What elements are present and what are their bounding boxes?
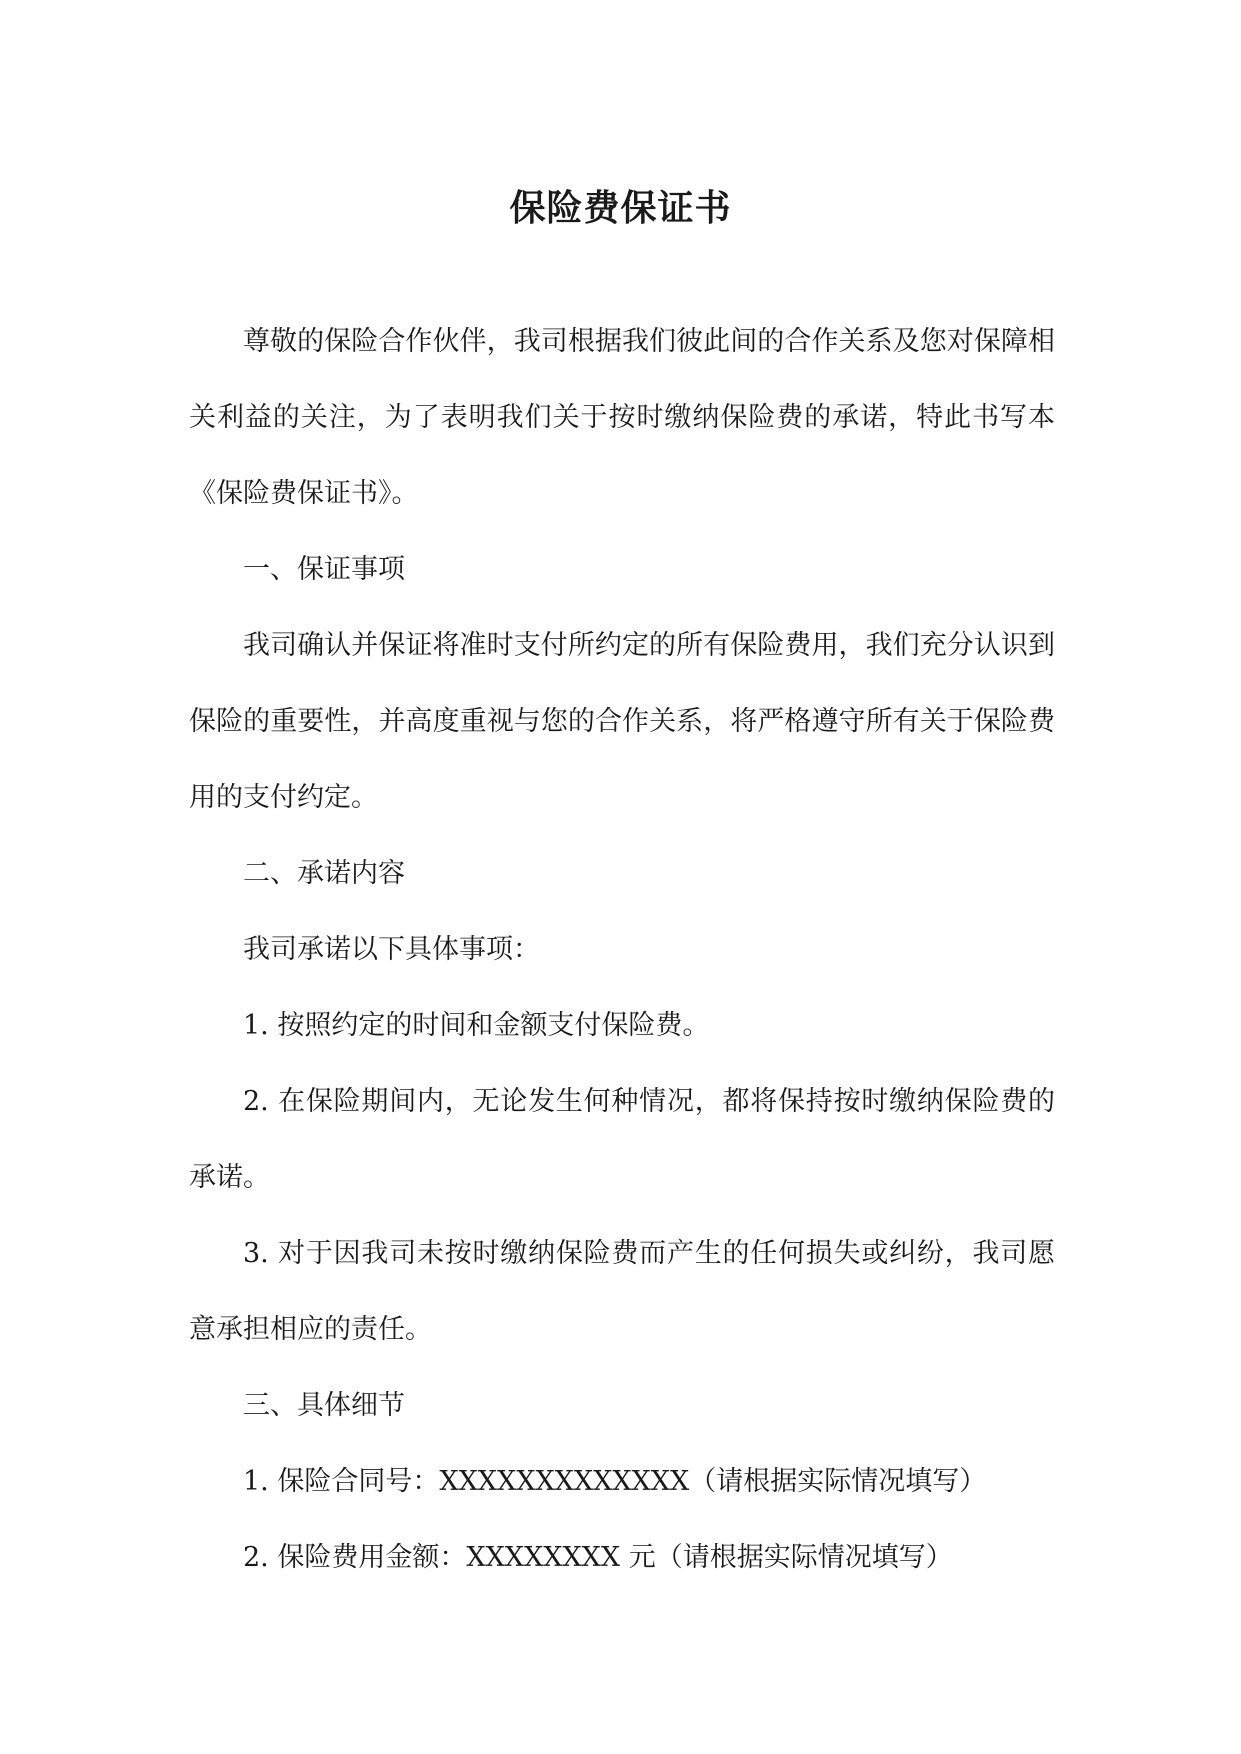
commitment-item-3: 3. 对于因我司未按时缴纳保险费而产生的任何损失或纠纷，我司愿意承担相应的责任。: [189, 1238, 1055, 1345]
detail-item-premium-amount: 2. 保险费用金额：XXXXXXXX 元（请根据实际情况填写）: [243, 1542, 953, 1573]
section-heading-guarantee: 一、保证事项: [243, 554, 405, 585]
document-body: [189, 304, 1055, 1596]
document-title: 保险费保证书: [509, 187, 732, 229]
section-heading-commitment: 二、承诺内容: [243, 858, 405, 889]
guarantee-paragraph: 我司确认并保证将准时支付所约定的所有保险费用，我们充分认识到保险的重要性，并高度重视与您的合作关系，将严格遵守所有关于保险费用的支付约定。: [189, 630, 1055, 813]
section-heading-details: 三、具体细节: [243, 1390, 405, 1421]
intro-paragraph: 尊敬的保险合作伙伴，我司根据我们彼此间的合作关系及您对保障相关利益的关注，为了表明我们关于按时缴纳保险费的承诺，特此书写本《保险费保证书》。: [189, 326, 1055, 509]
commitment-lead: 我司承诺以下具体事项：: [243, 934, 540, 965]
commitment-item-2: 2. 在保险期间内，无论发生何种情况，都将保持按时缴纳保险费的承诺。: [189, 1086, 1055, 1193]
commitment-item-1: 1. 按照约定的时间和金额支付保险费。: [243, 1010, 710, 1041]
detail-item-contract-number: 1. 保险合同号：XXXXXXXXXXXXX（请根据实际情况填写）: [243, 1466, 987, 1497]
